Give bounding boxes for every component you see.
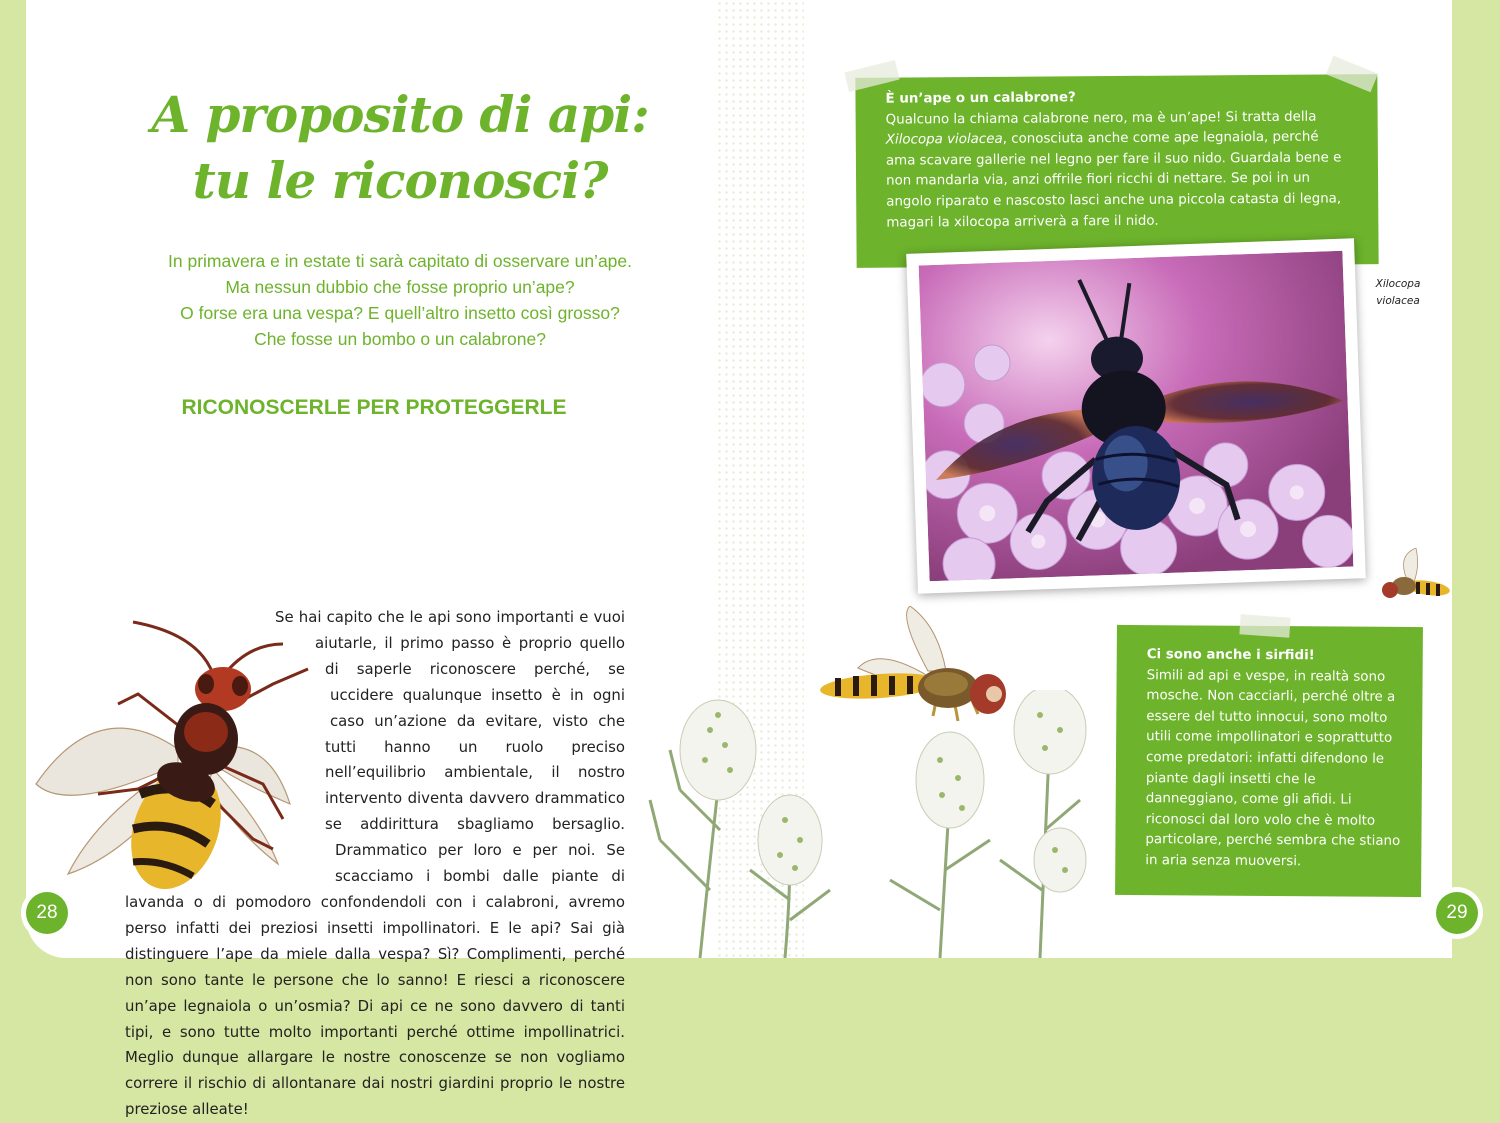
species-name-italic: Xilocopa violacea	[885, 131, 1003, 148]
info-box-text: Qualcuno la chiama calabrone nero, ma è un’ape! Si tratta della	[885, 109, 1317, 128]
caption-line-1: Xilocopa	[1375, 278, 1421, 290]
info-box-title: È un’ape o un calabrone?	[885, 90, 1076, 107]
title-line-2: tu le riconosci?	[192, 151, 608, 210]
info-box-title: Ci sono anche i sirfidi!	[1146, 647, 1315, 664]
info-box-hoverflies-text	[1145, 645, 1409, 873]
intro-line: O forse era una vespa? E quell’altro insetto così grosso?	[180, 303, 620, 323]
section-title: RICONOSCERLE PER PROTEGGERLE	[181, 396, 567, 419]
info-box-xylocopa	[855, 74, 1378, 268]
intro-line: Che fosse un bombo o un calabrone?	[254, 329, 546, 349]
info-box-hoverflies	[1115, 625, 1423, 897]
photo-frame	[906, 238, 1366, 593]
info-box-xylocopa-text	[885, 86, 1346, 233]
info-box-text: , conosciuta anche come ape legnaiola, perché ama scavare gallerie nel legno per fare il suo nido. Guardala bene e non mandarla via, anzi offrile fiori ricchi di nettare. Se poi in un angolo riparato e nascosto lasci anche una piccola catasta di legna, magari la xilocopa arriverà a fare il nido.	[885, 129, 1342, 231]
tape-strip	[1239, 614, 1290, 637]
body-text: Se hai capito che le api sono importanti e vuoi aiutarle, il primo passo è proprio quello di saperle riconoscere perché, se uccidere qualunque insetto è in ogni caso un’azione da evitare, visto che tutti hanno un ruolo preciso nell’equilibrio ambientale, il nostro intervento diventa davvero drammatico se addirittura sbagliamo bersaglio. Drammatico per loro e per noi. Se scacciamo i bombi dalle piante di lavanda o di pomodoro confondendoli con i calabroni, avremo perso infatti dei preziosi insetti impollinatori. E le api? Sai già distinguere l’ape da miele dalla vespa? Sì? Complimenti, perché non sono tante le persone che lo sanno! E riesci a riconoscere un’ape legnaiola o un’osmia? Di api ce ne sono davvero di tanti tipi, e sono tutte molto importanti perché ottime impollinatrici. Meglio dunque allargare le nostre conoscenze se non vogliamo correre il rischio di allontanare dai nostri giardini proprio le nostre preziose alleate!	[125, 608, 625, 1119]
hornet-illustration	[28, 614, 318, 914]
page-number-right: 29	[1436, 892, 1478, 934]
intro-line: Ma nessun dubbio che fosse proprio un’ape?	[225, 277, 575, 297]
caption-line-2: violacea	[1376, 295, 1420, 307]
page-number-left: 28	[26, 892, 68, 934]
intro-line: In primavera e in estate ti sarà capitato di osservare un’ape.	[168, 251, 632, 271]
intro-paragraph	[100, 248, 700, 352]
title-line-1: A proposito di api:	[151, 85, 649, 144]
alyssum-flowers-illustration	[640, 690, 1100, 958]
info-box-text: Simili ad api e vespe, in realtà sono mosche. Non cacciarli, perché oltre a essere del tutto innocui, sono molto utili come impollinatori e soprattutto come predatori: infatti difendono le piante dagli insetti che le danneggiano, come gli afidi. Li riconosci dal loro volo che è molto particolare, perché sembra che stiano in aria senza muoversi.	[1145, 667, 1401, 870]
hoverfly-small-illustration	[1376, 548, 1452, 612]
photo-caption	[1360, 276, 1436, 310]
page-title	[120, 82, 680, 214]
xylocopa-photo	[919, 251, 1354, 582]
